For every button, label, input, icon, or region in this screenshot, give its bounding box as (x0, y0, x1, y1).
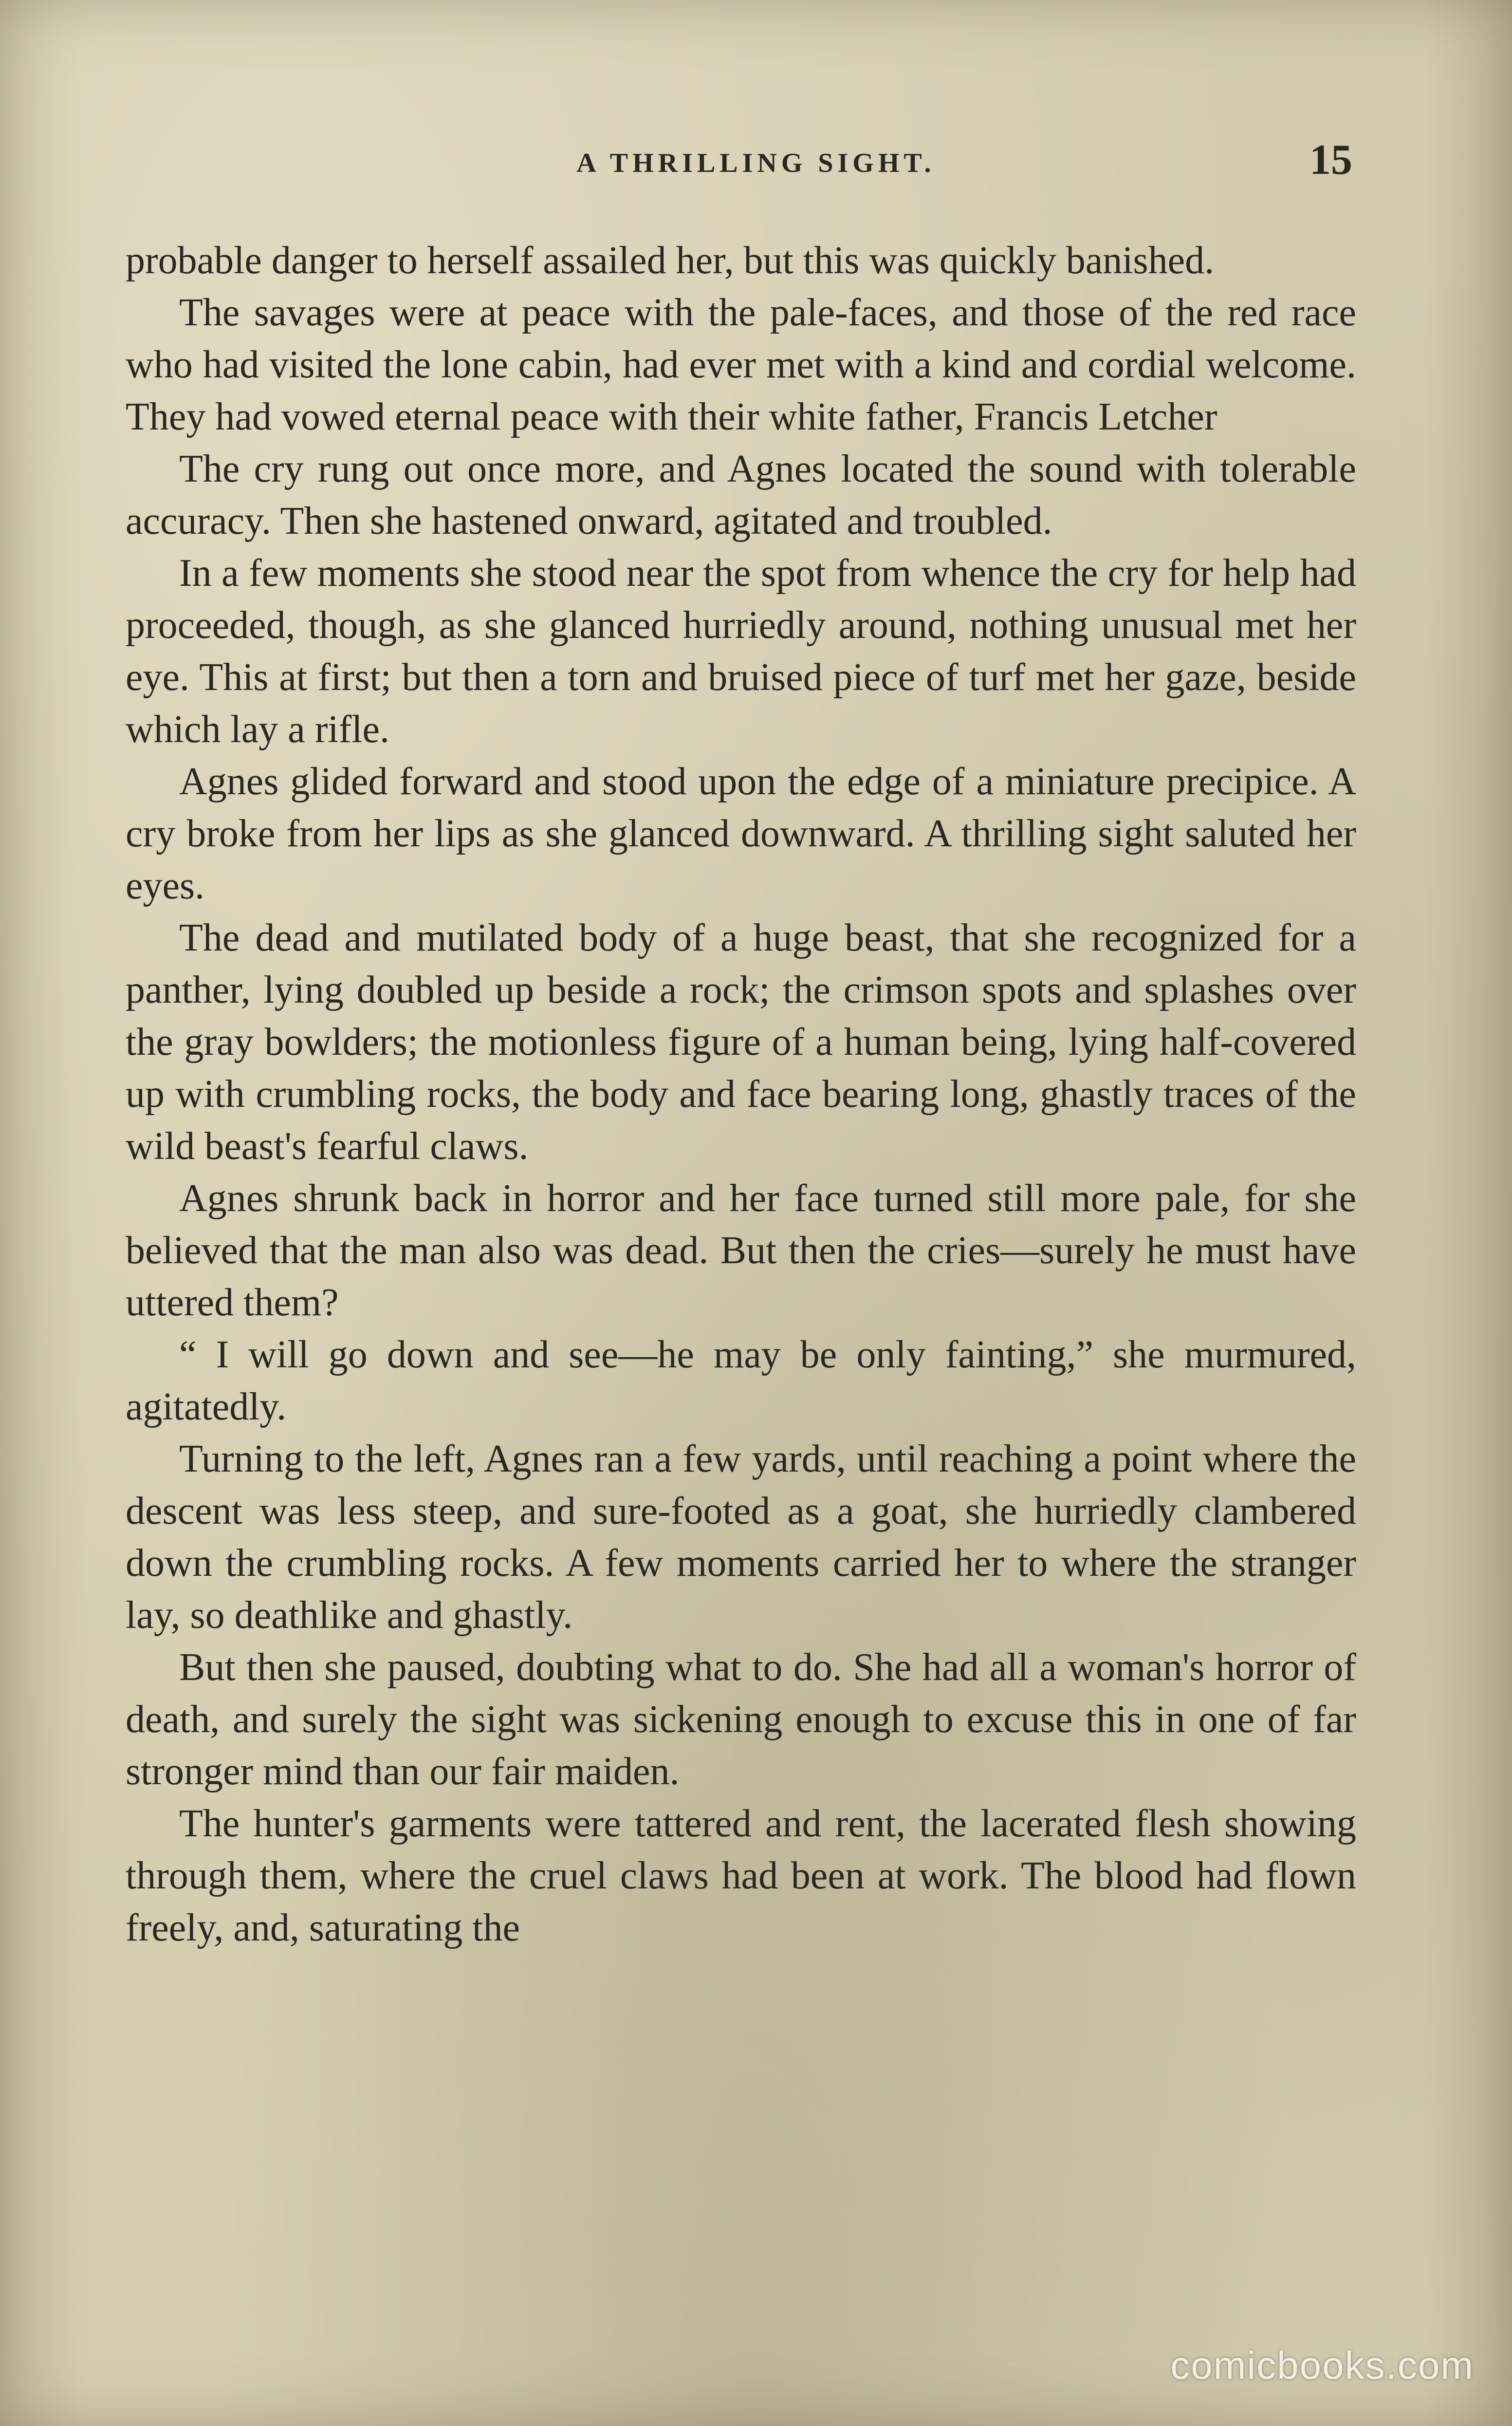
paragraph: In a few moments she stood near the spot from whence the cry for help had proceeded, though, as she glanced hurriedly around, nothing unusual met her eye. This at first; but then a torn and bruised piece of turf met her gaze, beside which lay a rifle. (126, 552, 1356, 751)
paragraph: Turning to the left, Agnes ran a few yards, until reaching a point where the descent was less steep, and sure-footed as a goat, she hurriedly clambered down the crumbling rocks. A few moments carried her to where the stranger lay, so deathlike and ghastly. (126, 1437, 1356, 1637)
running-head (0, 136, 1512, 190)
body-text (126, 235, 1356, 1954)
paragraph-continuation: probable danger to herself assailed her, but this was quickly banished. (126, 239, 1215, 282)
watermark: comicbooks.com (1170, 2344, 1474, 2387)
page-number: 15 (1309, 136, 1352, 184)
paragraph: Agnes shrunk back in horror and her face turned still more pale, for she believed that the man also was dead. But then the cries—surely he must have uttered them? (126, 1177, 1356, 1324)
paragraph: Agnes glided forward and stood upon the edge of a miniature precipice. A cry broke from her lips as she glanced downward. A thrilling sight saluted her eyes. (126, 760, 1356, 907)
paragraph: The cry rung out once more, and Agnes located the sound with tolerable accuracy. Then she hastened onward, agitated and troubled. (126, 448, 1356, 542)
paragraph: The dead and mutilated body of a huge beast, that she recognized for a panther, lying doubled up beside a rock; the crimson spots and splashes over the gray bowlders; the motionless figure of a human being, lying half-covered up with crumbling rocks, the body and face bearing long, ghastly traces of the wild beast's fearful claws. (126, 916, 1356, 1168)
paragraph: The savages were at peace with the pale-faces, and those of the red race who had visited the lone cabin, had ever met with a kind and cordial welcome. They had vowed eternal peace with their white father, Francis Letcher (126, 291, 1356, 438)
paragraph: But then she paused, doubting what to do. She had all a woman's horror of death, and surely the sight was sickening enough to excuse this in one of far stronger mind than our fair maiden. (126, 1646, 1356, 1793)
paragraph: “ I will go down and see—he may be only fainting,” she murmured, agitatedly. (126, 1333, 1356, 1428)
paragraph: The hunter's garments were tattered and rent, the lacerated flesh showing through them, where the cruel claws had been at work. The blood had flown freely, and, saturating the (126, 1802, 1356, 1949)
running-title: A THRILLING SIGHT. (576, 148, 936, 178)
